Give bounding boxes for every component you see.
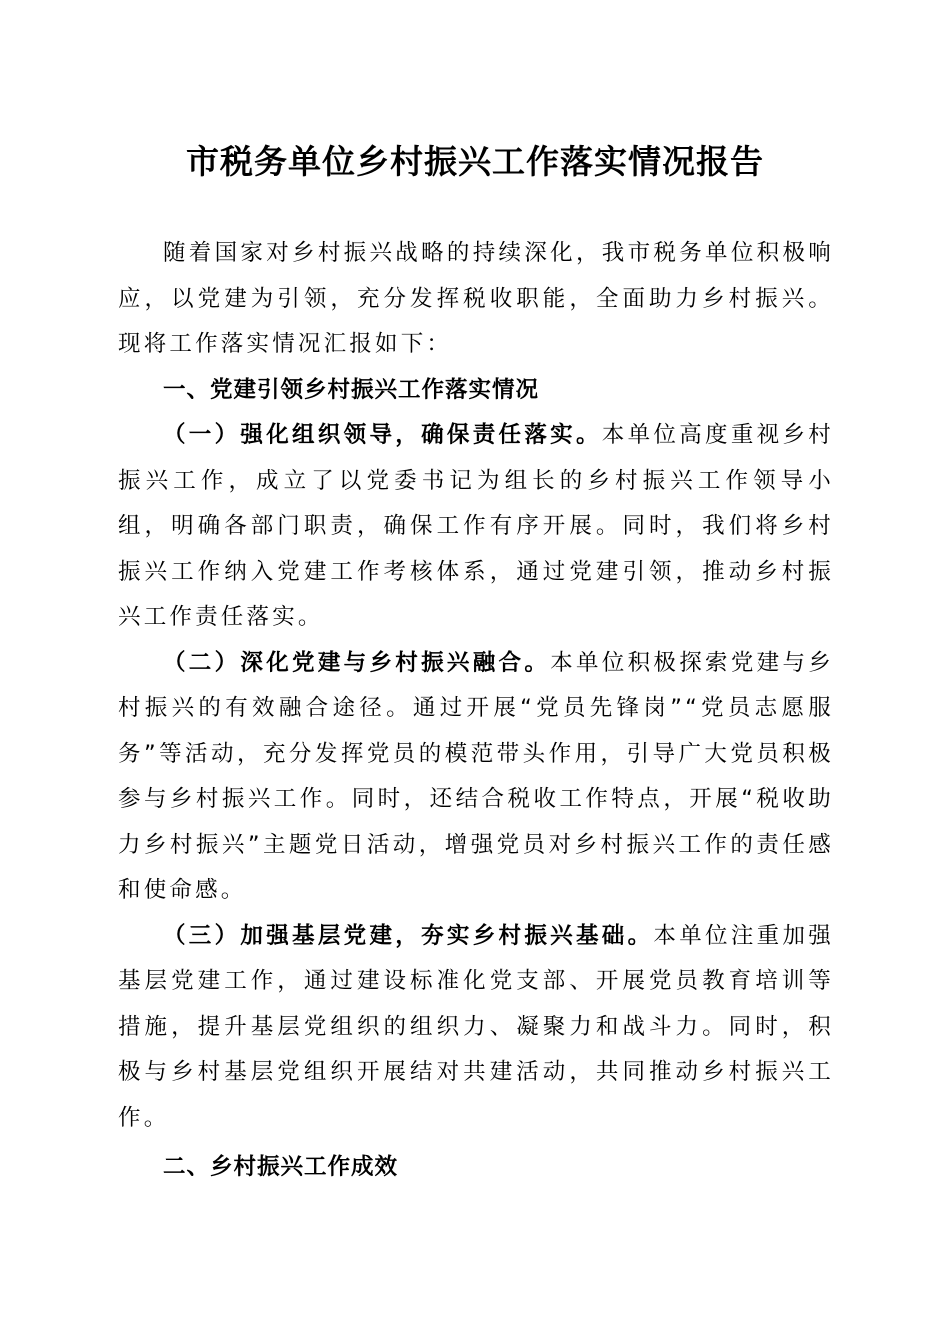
paragraph-text-1-1: 本单位高度重视乡村振兴工作，成立了以党委书记为组长的乡村振兴工作领导小组，明确各部门职责，确保工作有序开展。同时，我们将乡村振兴工作纳入党建工作考核体系，通过党建引领，推动乡村振兴工作责任落实。 [118, 422, 834, 630]
subheading-1-3: （三）加强基层党建，夯实乡村振兴基础。 [163, 922, 654, 949]
document-body [118, 231, 834, 1191]
intro-paragraph: 随着国家对乡村振兴战略的持续深化，我市税务单位积极响应，以党建为引领，充分发挥税收职能，全面助力乡村振兴。现将工作落实情况汇报如下： [118, 240, 834, 357]
section-heading-2: 二、乡村振兴工作成效 [163, 1154, 399, 1180]
paragraph-1-2 [118, 641, 834, 914]
subheading-1-2: （二）深化党建与乡村振兴融合。 [163, 649, 551, 676]
paragraph-1-3 [118, 914, 834, 1142]
paragraph-text-1-2: 本单位积极探索党建与乡村振兴的有效融合途径。通过开展“党员先锋岗”“党员志愿服务”等活动，充分发挥党员的模范带头作用，引导广大党员积极参与乡村振兴工作。同时，还结合税收工作特点，开展“税收助力乡村振兴”主题党日活动，增强党员对乡村振兴工作的责任感和使命感。 [118, 649, 834, 903]
paragraph-text-1-3: 本单位注重加强基层党建工作，通过建设标准化党支部、开展党员教育培训等措施，提升基层党组织的组织力、凝聚力和战斗力。同时，积极与乡村基层党组织开展结对共建活动，共同推动乡村振兴工作。 [118, 922, 834, 1131]
subheading-1-1: （一）强化组织领导，确保责任落实。 [163, 422, 602, 448]
section-heading-1: 一、党建引领乡村振兴工作落实情况 [163, 376, 540, 403]
document-title: 市税务单位乡村振兴工作落实情况报告 [186, 142, 764, 181]
paragraph-1-1 [118, 413, 834, 641]
